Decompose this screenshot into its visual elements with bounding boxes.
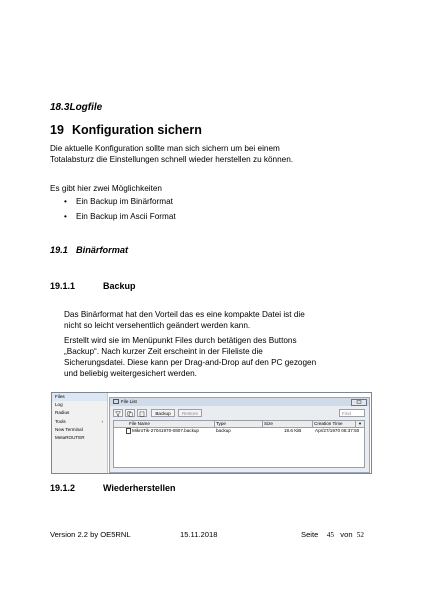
intro-line: Die aktuelle Konfiguration sollte man sich sichern um bei einem (50, 144, 280, 153)
intro-line: Totalabsturz die Einstellungen schnell wieder herstellen zu können. (50, 155, 294, 164)
intro-paragraph (50, 143, 293, 165)
backup-paragraph-1 (64, 309, 305, 331)
menu-item-files[interactable]: Files (52, 393, 107, 401)
menu-item-new-terminal[interactable]: New Terminal (55, 426, 83, 432)
window-titlebar[interactable] (110, 398, 369, 406)
column-header[interactable]: Type (216, 421, 226, 426)
table-row[interactable] (114, 428, 364, 434)
footer-date: 15.11.2018 (180, 530, 218, 539)
bullet-dot: • (64, 212, 67, 221)
bullet-text: Ein Backup im Binärformat (76, 197, 173, 206)
menu-item-radius[interactable]: Radius (55, 410, 70, 416)
file-size: 18.6 KiB (284, 428, 302, 433)
bullet-dot: • (64, 197, 67, 206)
paste-button[interactable] (137, 409, 147, 417)
menu-item-label: Tools (55, 418, 66, 424)
paragraph-line: Erstellt wird sie im Menüpunkt Files durch betätigen des Buttons (64, 336, 297, 345)
restore-heading (50, 483, 175, 493)
filter-icon (115, 411, 121, 417)
page-label: Seite (301, 530, 319, 539)
bullet-text: Ein Backup im Ascii Format (76, 212, 176, 221)
footer-version: Version 2.2 by OE5RNL (50, 530, 131, 539)
subsection-number: 19.1 (50, 245, 68, 255)
close-icon (356, 400, 362, 404)
backup-title: Backup (103, 281, 136, 291)
page-total: 52 (356, 531, 364, 539)
heading-logfile: 18.3Logfile (50, 102, 103, 113)
window-icon (113, 399, 119, 404)
section-number: 19 (50, 123, 64, 137)
file-table (113, 420, 365, 468)
options-intro: Es gibt hier zwei Möglichkeiten (50, 184, 162, 193)
column-header[interactable]: Creation Time (314, 421, 343, 426)
column-dropdown-icon[interactable]: ▾ (355, 421, 364, 427)
paragraph-line: Sicherungsdatei. Diese kann per Drag-and-Drop auf den PC gezogen (64, 358, 317, 367)
find-input[interactable]: Find (339, 409, 365, 417)
window-title: File List (121, 399, 137, 404)
section-heading (50, 123, 202, 137)
bullet-item (64, 212, 176, 221)
column-divider (312, 421, 313, 427)
subsection-title: Binärformat (76, 245, 129, 255)
file-list-window (109, 397, 370, 473)
paragraph-line: „Backup“. Nach kurzer Zeit erscheint in der Fileliste die (64, 347, 263, 356)
column-divider (262, 421, 263, 427)
column-divider (214, 421, 215, 427)
file-toolbar (113, 409, 365, 417)
window-close-button[interactable] (351, 399, 367, 406)
backup-paragraph-2 (64, 335, 316, 379)
paragraph-line: und beliebig weitergesichert werden. (64, 369, 197, 378)
page-number: 45 (326, 531, 334, 539)
backup-heading (50, 281, 136, 291)
of-label: von (340, 530, 353, 539)
winbox-menu (52, 393, 108, 473)
filter-button[interactable] (113, 409, 123, 417)
winbox-screenshot (51, 392, 372, 474)
paste-icon (139, 411, 145, 417)
menu-item-log[interactable]: Log (55, 402, 63, 408)
paragraph-line: nicht so leicht versehentlich geändert werden kann. (64, 321, 251, 330)
column-header[interactable]: Size (264, 421, 273, 426)
menu-item-tools[interactable] (52, 418, 107, 426)
section-title: Konfiguration sichern (72, 123, 202, 137)
footer-page (301, 530, 364, 539)
file-type: backup (216, 428, 231, 433)
submenu-arrow-icon: › (101, 418, 103, 424)
subsection-heading (50, 245, 128, 255)
restore-button[interactable]: Restore (178, 409, 202, 417)
file-created: Apr/27/1970 08:37:50 (315, 428, 360, 433)
copy-icon (127, 411, 133, 417)
copy-button[interactable] (125, 409, 135, 417)
file-name: MikroTik-27041970-0807.backup (132, 428, 199, 433)
backup-number: 19.1.1 (50, 281, 76, 291)
restore-title: Wiederherstellen (103, 483, 176, 493)
column-header[interactable]: File Name (129, 421, 150, 426)
table-header (114, 421, 364, 428)
menu-item-metarouter[interactable]: MetaROUTER (55, 434, 85, 440)
restore-number: 19.1.2 (50, 483, 76, 493)
backup-button[interactable]: Backup (151, 409, 175, 417)
bullet-item (64, 197, 173, 206)
paragraph-line: Das Binärformat hat den Vorteil das es eine kompakte Datei ist die (64, 310, 305, 319)
